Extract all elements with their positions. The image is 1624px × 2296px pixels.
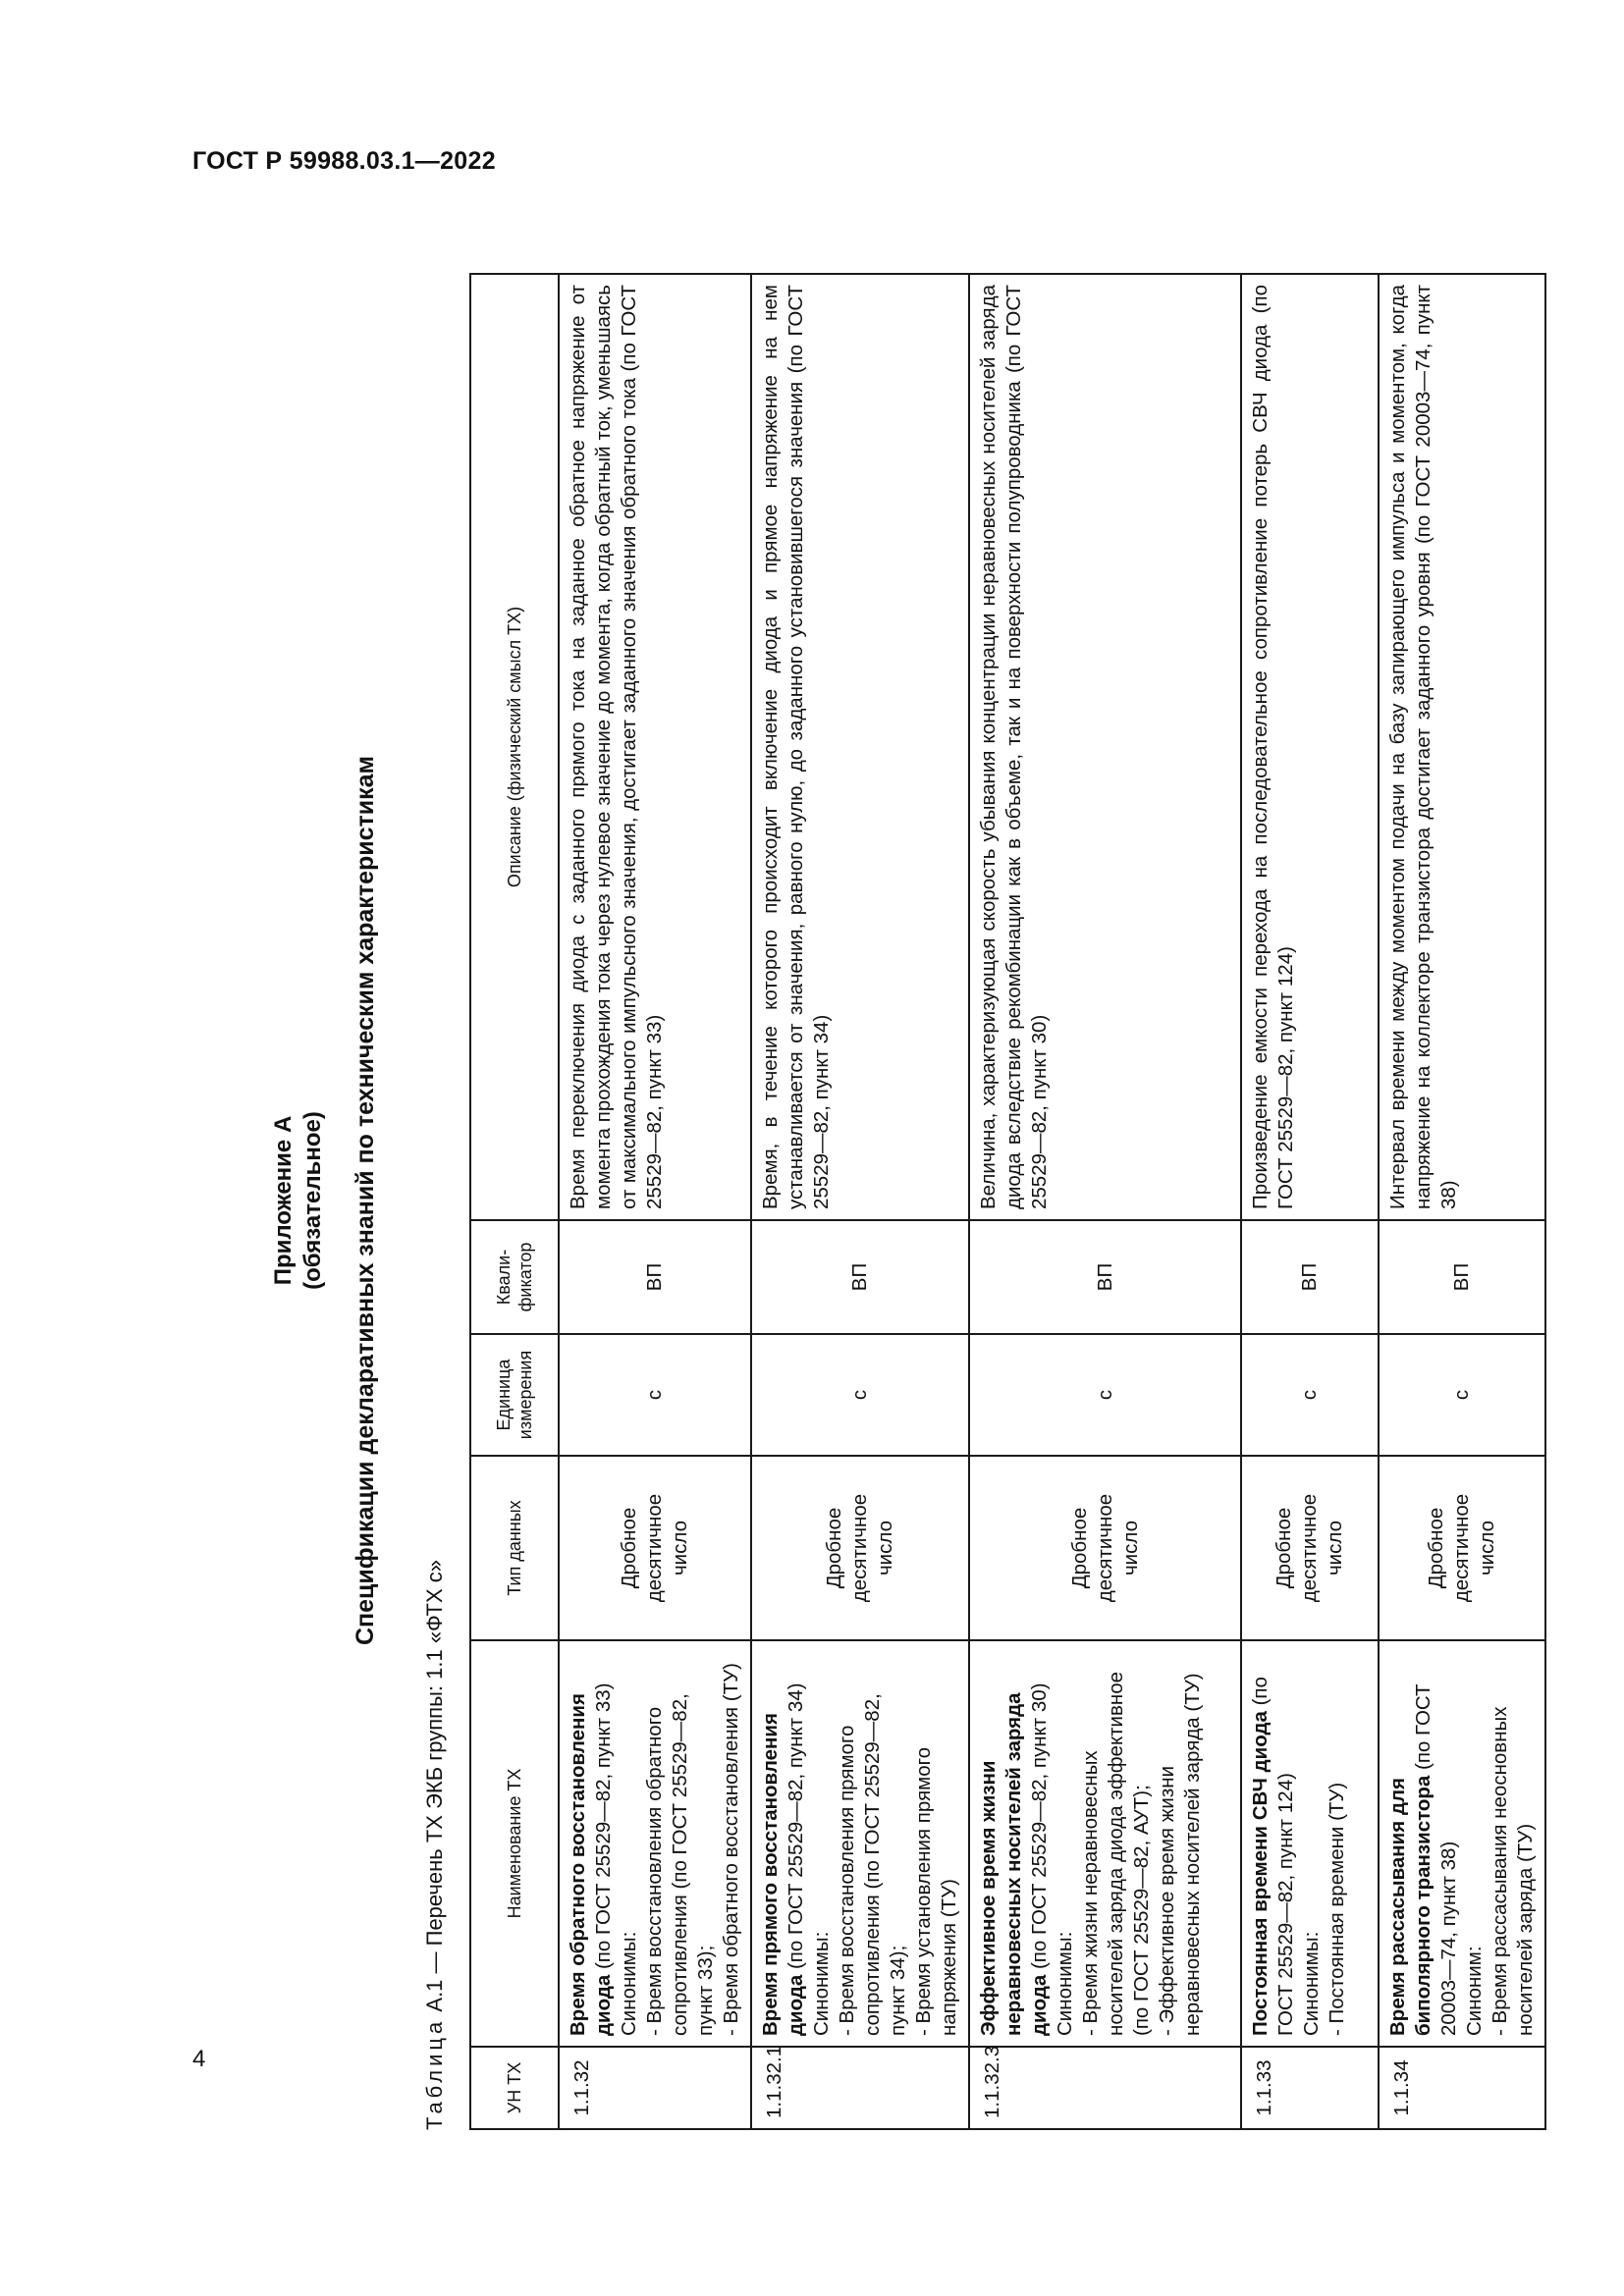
row-name-ref: (по ГОСТ 25529—82, пункт 34) bbox=[785, 1682, 807, 1975]
row-id: 1.1.32.1 bbox=[751, 2047, 969, 2129]
row-name-title: Время рассасывания для биполярного транзистора bbox=[1386, 1775, 1435, 2036]
appendix-title bbox=[269, 263, 328, 2138]
row-synonyms-label: Синоним: bbox=[1463, 1946, 1486, 2036]
tx-specification-table bbox=[469, 273, 1546, 2130]
table-caption bbox=[422, 1560, 448, 2130]
row-synonym: - Время восстановления обратного сопротивления (по ГОСТ 25529—82, пункт 33); bbox=[643, 1693, 717, 2036]
row-qualifier: ВП bbox=[1241, 1220, 1379, 1334]
row-qualifier: ВП bbox=[969, 1220, 1241, 1334]
table-caption-word: Таблица bbox=[422, 2017, 447, 2130]
row-description: Время переключения диода с заданного прямого тока на заданное обратное напряжение от момента прохождения тока через нулевое значение до момента, когда обратный ток, уменьшаясь от максимального импульсного значения, достигает заданного значения обратного тока (по ГОСТ 25529—82, пункт 33) bbox=[559, 274, 751, 1220]
row-qualifier: ВП bbox=[559, 1220, 751, 1334]
table-row bbox=[1241, 274, 1379, 2129]
header-name: Наименование ТХ bbox=[470, 1640, 559, 2047]
row-description: Время, в течение которого происходит включение диода и прямое напряжение на нем устанавливается от значения, равного нулю, до заданного установившегося значения (по ГОСТ 25529—82, пункт 34) bbox=[751, 274, 969, 1220]
row-synonyms-label: Синонимы: bbox=[810, 1931, 833, 2036]
row-name-title: Постоянная времени СВЧ диода bbox=[1249, 1711, 1272, 2036]
header-id: УН ТХ bbox=[470, 2047, 559, 2129]
row-synonym: - Время жизни неравновесных носителей заряда диода эффективное (по ГОСТ 25529—82, АУТ); bbox=[1079, 1671, 1153, 2036]
row-type: Дробное десятичное число bbox=[559, 1456, 751, 1640]
page-number: 4 bbox=[192, 2046, 206, 2072]
row-unit: с bbox=[969, 1334, 1241, 1456]
row-name bbox=[1379, 1640, 1545, 2047]
row-id: 1.1.34 bbox=[1379, 2047, 1545, 2129]
header-type: Тип данных bbox=[470, 1456, 559, 1640]
row-type: Дробное десятичное число bbox=[1379, 1456, 1545, 1640]
row-name-title: Эффективное время жизни неравновесных носителей заряда диода bbox=[977, 1692, 1051, 2036]
spec-title: Спецификации декларативных знаний по техническим характеристикам bbox=[352, 755, 379, 1646]
row-synonym: - Постоянная времени (ТУ) bbox=[1326, 1782, 1348, 2036]
row-qualifier: ВП bbox=[1379, 1220, 1545, 1334]
rotated-page-content bbox=[247, 263, 1537, 2138]
row-name-ref: (по ГОСТ 25529—82, пункт 33) bbox=[592, 1682, 615, 1975]
row-synonyms-label: Синонимы: bbox=[1300, 1931, 1323, 2036]
table-caption-text: А.1 — Перечень ТХ ЭКБ группы: 1.1 «ФТХ с» bbox=[422, 1559, 447, 2012]
document-header: ГОСТ Р 59988.03.1—2022 bbox=[192, 147, 496, 175]
row-name bbox=[559, 1640, 751, 2047]
row-unit: с bbox=[559, 1334, 751, 1456]
row-qualifier: ВП bbox=[751, 1220, 969, 1334]
row-name bbox=[969, 1640, 1241, 2047]
row-name-ref: (по ГОСТ 20003—74, пункт 38) bbox=[1412, 1683, 1460, 2036]
row-synonym: - Время обратного восстановления (ТУ) bbox=[720, 1662, 742, 2036]
row-id: 1.1.33 bbox=[1241, 2047, 1379, 2129]
row-synonym: - Эффективное время жизни неравновесных носителей заряда (ТУ) bbox=[1156, 1673, 1204, 2036]
row-id: 1.1.32.3 bbox=[969, 2047, 1241, 2129]
row-unit: с bbox=[751, 1334, 969, 1456]
row-synonym: - Время установления прямого напряжения (ТУ) bbox=[912, 1746, 960, 2036]
header-unit: Единица измерения bbox=[470, 1334, 559, 1456]
row-name-ref: (по ГОСТ 25529—82, пункт 30) bbox=[1028, 1682, 1051, 1975]
header-qualifier: Квали- фикатор bbox=[470, 1220, 559, 1334]
row-type: Дробное десятичное число bbox=[751, 1456, 969, 1640]
table-header-row bbox=[470, 274, 559, 2129]
row-synonyms-label: Синонимы: bbox=[1054, 1931, 1076, 2036]
appendix-subtitle: (обязательное) bbox=[299, 1111, 326, 1290]
row-type: Дробное десятичное число bbox=[969, 1456, 1241, 1640]
row-description: Произведение емкости перехода на последовательное сопротивление потерь СВЧ диода (по ГОСТ 25529—82, пункт 124) bbox=[1241, 274, 1379, 1220]
row-unit: с bbox=[1241, 1334, 1379, 1456]
table-row bbox=[751, 274, 969, 2129]
row-type: Дробное десятичное число bbox=[1241, 1456, 1379, 1640]
row-description: Величина, характеризующая скорость убывания концентрации неравновесных носителей заряда диода вследствие рекомбинации как в объеме, так и на поверхности полупроводника (по ГОСТ 25529—82, пункт 30) bbox=[969, 274, 1241, 1220]
row-name bbox=[1241, 1640, 1379, 2047]
row-unit: с bbox=[1379, 1334, 1545, 1456]
row-description: Интервал времени между моментом подачи на базу запирающего импульса и моментом, когда напряжение на коллекторе транзистора достигает заданного уровня (по ГОСТ 20003—74, пункт 38) bbox=[1379, 274, 1545, 1220]
row-name-ref: (по ГОСТ 25529—82, пункт 124) bbox=[1249, 1677, 1297, 2036]
row-name bbox=[751, 1640, 969, 2047]
row-name-title: Время обратного восстановления диода bbox=[567, 1693, 615, 2036]
appendix-label: Приложение А bbox=[270, 1115, 297, 1286]
row-synonym: - Время восстановления прямого сопротивления (по ГОСТ 25529—82, пункт 34); bbox=[836, 1693, 909, 2036]
header-description: Описание (физический смысл ТХ) bbox=[470, 274, 559, 1220]
table-row bbox=[969, 274, 1241, 2129]
table-row bbox=[559, 274, 751, 2129]
table-row bbox=[1379, 274, 1545, 2129]
row-synonym: - Время рассасывания неосновных носителей заряда (ТУ) bbox=[1489, 1706, 1537, 2036]
row-synonyms-label: Синонимы: bbox=[618, 1931, 640, 2036]
row-id: 1.1.32 bbox=[559, 2047, 751, 2129]
row-name-title: Время прямого восстановления диода bbox=[759, 1713, 807, 2036]
